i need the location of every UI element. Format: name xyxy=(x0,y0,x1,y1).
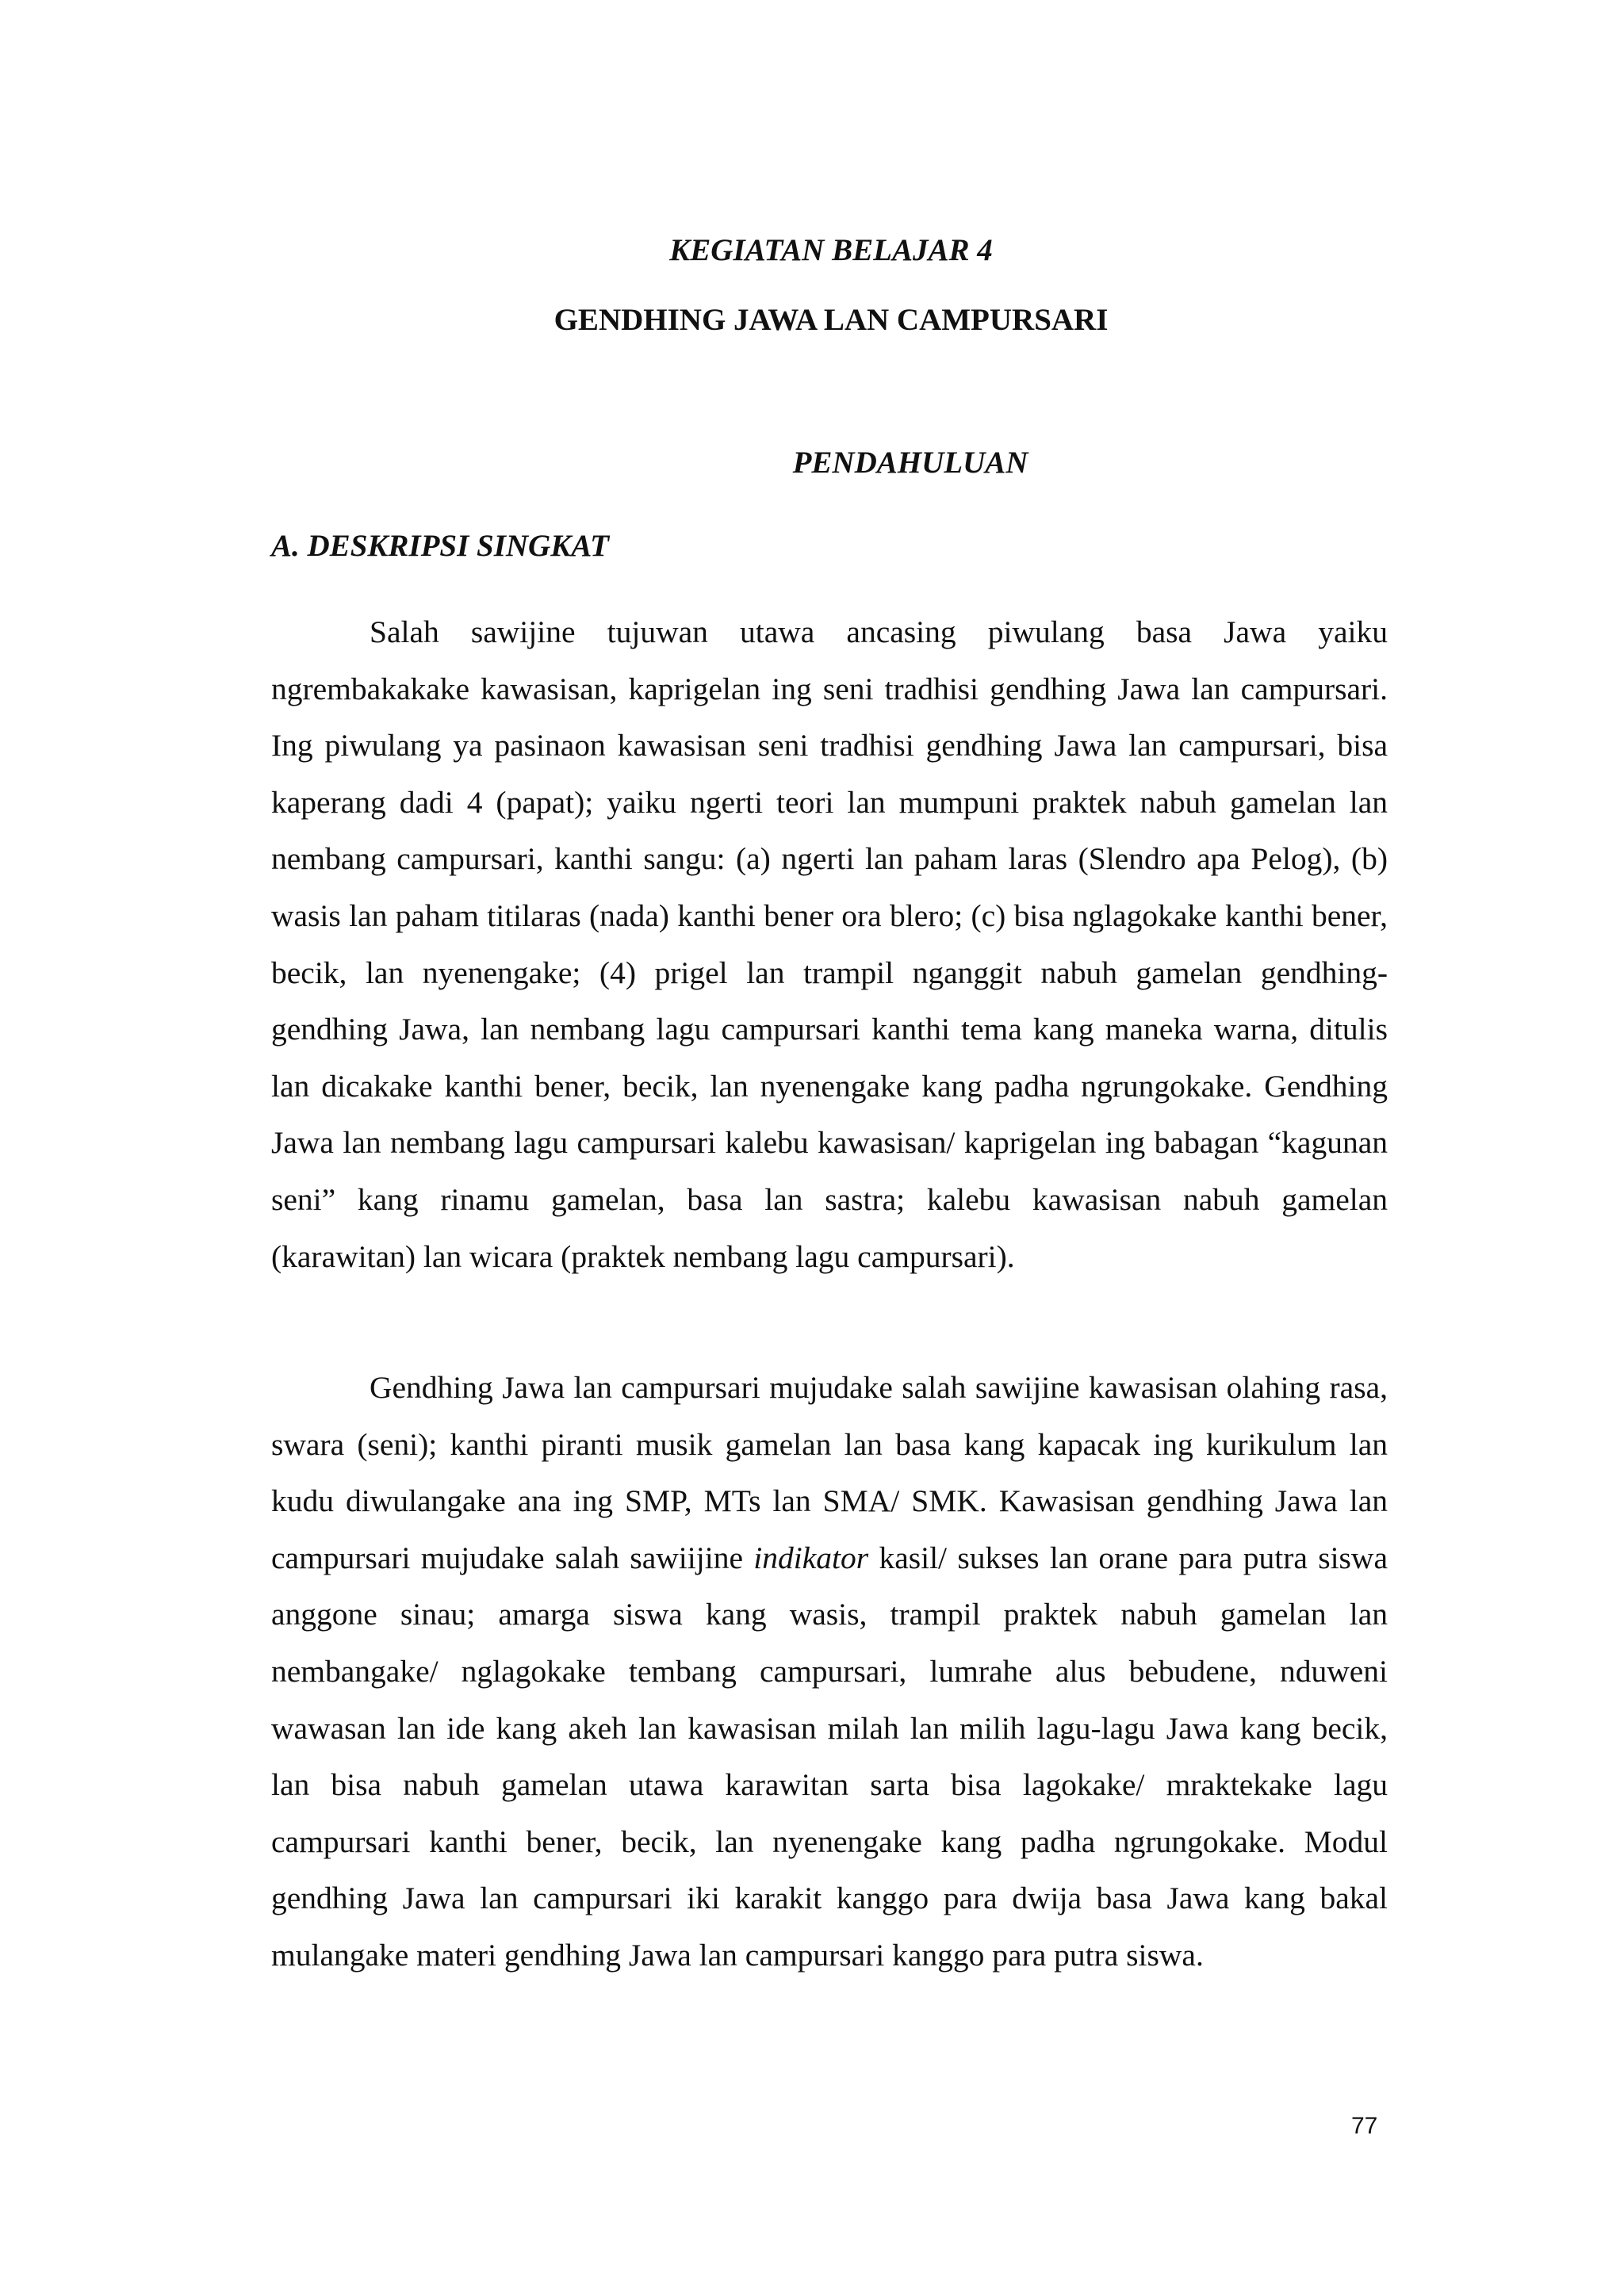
paragraph-2-italic-term: indikator xyxy=(753,1540,869,1575)
activity-title: KEGIATAN BELAJAR 4 xyxy=(669,233,993,267)
main-title: GENDHING JAWA LAN CAMPURSARI xyxy=(553,303,1109,337)
paragraph-2-text-start: Gendhing Jawa lan campursari mujudake salah sawijine kawasisan olahing rasa, swara (seni); kanthi piranti musik gamelan lan basa kang kapacak ing kurikulum lan kudu diwulangake ana ing SMP, MTs lan SMA/ SMK. Kawasisan gendhing Jawa lan campursari mujudake salah sawiijine xyxy=(271,1370,1388,1575)
page-number: 77 xyxy=(1351,2113,1378,2139)
paragraph-2 xyxy=(271,1360,1388,1984)
section-title: PENDAHULUAN xyxy=(792,446,1028,480)
paragraph-1: Salah sawijine tujuwan utawa ancasing piwulang basa Jawa yaiku ngrembakakake kawasisan, kaprigelan ing seni tradhisi gendhing Jawa lan campursari. Ing piwulang ya pasinaon kawasisan seni tradhisi gendhing Jawa lan campursari, bisa kaperang dadi 4 (papat); yaiku ngerti teori lan mumpuni praktek nabuh gamelan lan nembang campursari, kanthi sangu: (a) ngerti lan paham laras (Slendro apa Pelog), (b) wasis lan paham titilaras (nada) kanthi bener ora blero; (c) bisa nglagokake kanthi bener, becik, lan nyenengake; (4) prigel lan trampil nganggit nabuh gamelan gendhing-gendhing Jawa, lan nembang lagu campursari kanthi tema kang maneka warna, ditulis lan dicakake kanthi bener, becik, lan nyenengake kang padha ngrungokake. Gendhing Jawa lan nembang lagu campursari kalebu kawasisan/ kaprigelan ing babagan “kagunan seni” kang rinamu gamelan, basa lan sastra; kalebu kawasisan nabuh gamelan (karawitan) lan wicara (praktek nembang lagu campursari). xyxy=(271,614,1388,1274)
paragraph-2-text-end: kasil/ sukses lan orane para putra siswa anggone sinau; amarga siswa kang wasis, trampil praktek nabuh gamelan lan nembangake/ nglagokake tembang campursari, lumrahe alus bebudene, nduweni wawasan lan ide kang akeh lan kawasisan milah lan milih lagu-lagu Jawa kang becik, lan bisa nabuh gamelan utawa karawitan sarta bisa lagokake/ mraktekake lagu campursari kanthi bener, becik, lan nyenengake kang padha ngrungokake. Modul gendhing Jawa lan campursari iki karakit kanggo para dwija basa Jawa kang bakal mulangake materi gendhing Jawa lan campursari kanggo para putra siswa. xyxy=(271,1540,1388,1973)
subsection-title: A. DESKRIPSI SINGKAT xyxy=(271,529,609,563)
